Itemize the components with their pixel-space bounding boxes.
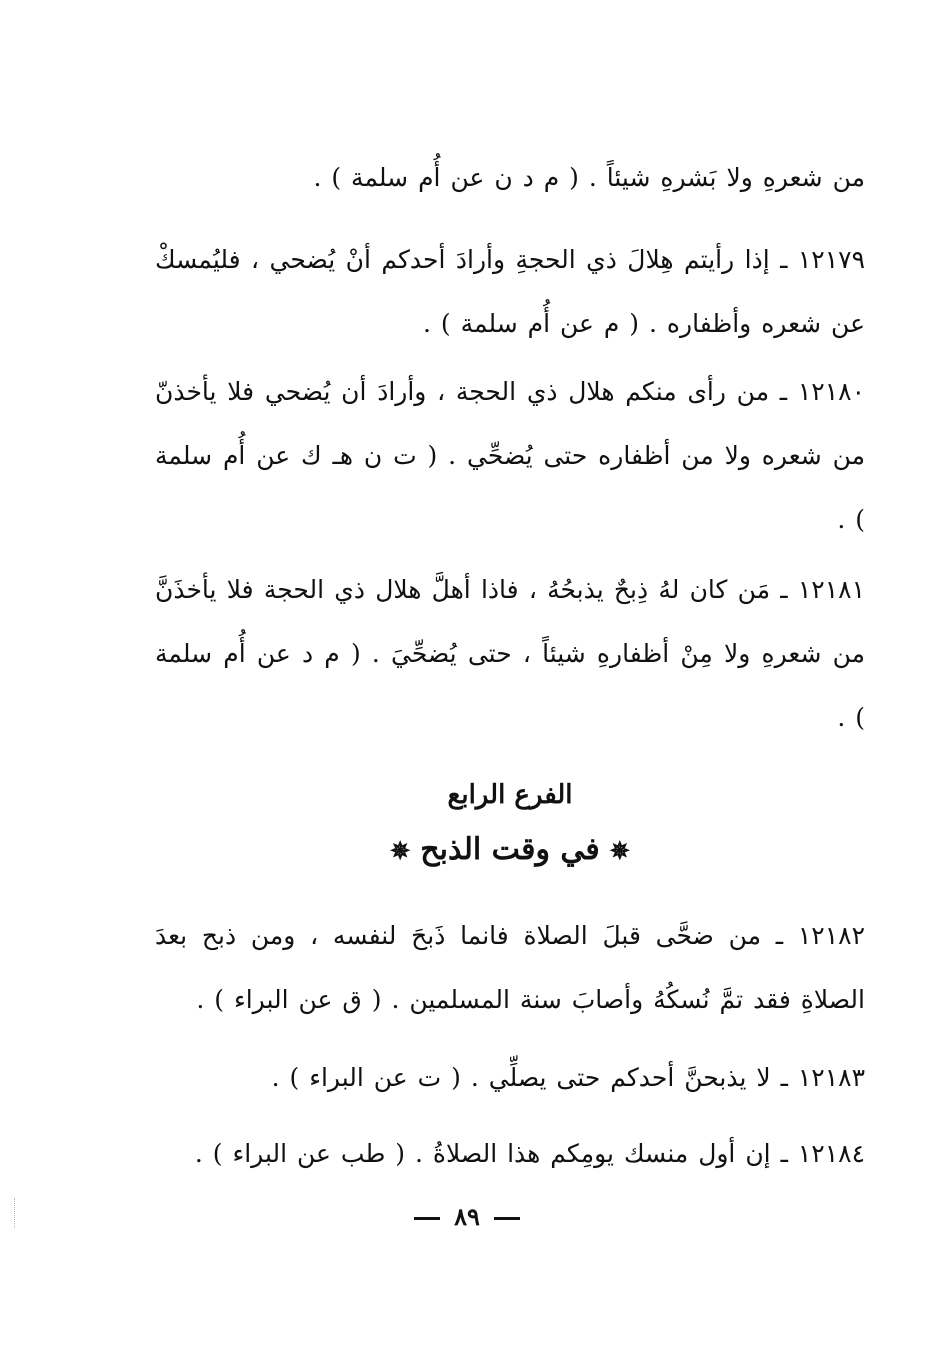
page-number-line — [0, 1202, 934, 1231]
margin-mark — [14, 1198, 17, 1228]
section-title: في وقت الذبح — [420, 832, 600, 867]
ornament-star-icon: ✵ — [609, 836, 630, 865]
hadith-12179: ١٢١٧٩ ـ إذا رأيتم هِلالَ ذي الحجةِ وأرادَ أحدكم أنْ يُضحي ، فليُمسكْ عن شعره وأظفاره . ( م عن أُم سلمة ) . — [155, 245, 865, 338]
hadith-12182: ١٢١٨٢ ـ من ضحَّى قبلَ الصلاة فانما ذَبحَ لنفسه ، ومن ذبح بعدَ الصلاةِ فقد تمَّ نُسكُهُ وأصابَ سنة المسلمين . ( ق عن البراء ) . — [155, 921, 865, 1014]
dash-left — [494, 1217, 520, 1220]
hadith-12181: ١٢١٨١ ـ مَن كان لهُ ذِبحٌ يذبحُهُ ، فاذا أهلَّ هلال ذي الحجة فلا يأخذَنَّ من شعرهِ ولا مِنْ أظفارهِ شيئاً ، حتى يُضحِّيَ . ( م د عن أُم سلمة ) . — [155, 575, 865, 732]
ornament-star-icon: ✵ — [390, 836, 411, 865]
hadith-12180: ١٢١٨٠ ـ من رأى منكم هلال ذي الحجة ، وأرادَ أن يُضحي فلا يأخذنّ من شعره ولا من أظفاره حتى يُضحِّي . ( ت ن هـ ك عن أُم سلمة ) . — [155, 377, 865, 534]
paragraph-continuation: من شعرهِ ولا بَشرهِ شيئاً . ( م د ن عن أُم سلمة ) . — [313, 163, 865, 192]
dash-right — [414, 1217, 440, 1220]
branch-title: الفرع الرابع — [447, 780, 573, 810]
hadith-12183: ١٢١٨٣ ـ لا يذبحنَّ أحدكم حتى يصلِّي . ( ت عن البراء ) . — [271, 1063, 865, 1092]
hadith-12184: ١٢١٨٤ ـ إن أول منسك يومِكم هذا الصلاةُ . ( طب عن البراء ) . — [194, 1139, 865, 1168]
section-title-line — [155, 832, 865, 867]
page-number: ٨٩ — [454, 1202, 480, 1231]
